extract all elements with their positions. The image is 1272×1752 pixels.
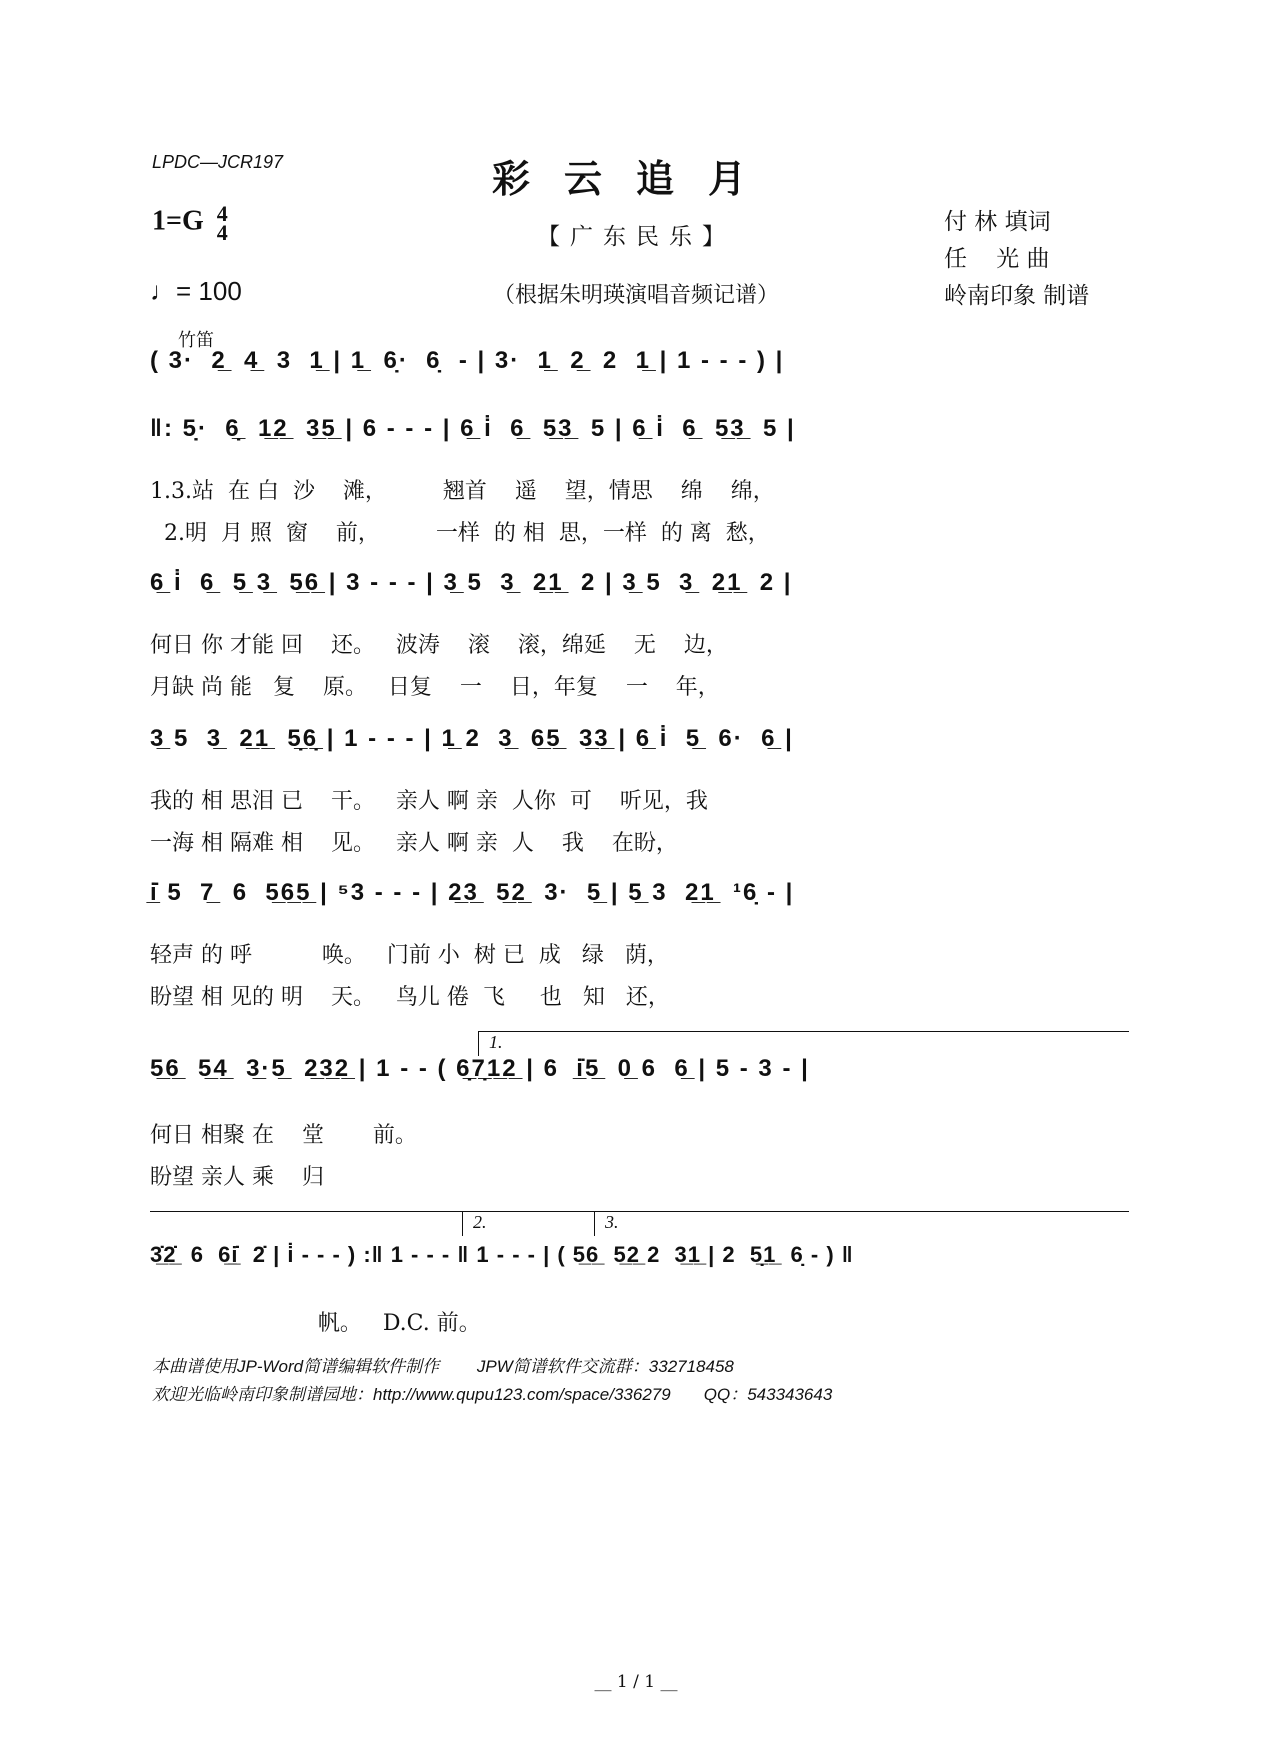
volta-1-bracket: 1. <box>478 1031 1129 1056</box>
lyric-line: 帆。 D.C. 前。 <box>150 1311 481 1336</box>
notation-line: i̲̇ 5 7̲ 6 5̲6̲5̲ | ⁵3 - - - | 2̲3̲ 5̲2̲ 3· 5̲ | 5̲ 3 2̲1̲ ¹6̣ - | <box>150 879 795 906</box>
lyric-line: 一海 相 隔难 相 见。 亲人 啊 亲 人 我 在盼， <box>150 831 678 856</box>
lyricist: 付 林 填词 <box>944 209 1051 235</box>
footer-line-2: 欢迎光临岭南印象制谱园地：http://www.qupu123.com/space/336279 QQ：543343643 <box>152 1385 833 1404</box>
instrument-label: 竹笛 <box>178 330 214 351</box>
score-system-5 <box>150 878 1128 930</box>
source-note: （根据朱明瑛演唱音频记谱） <box>492 283 779 308</box>
volta-2-bracket: 2. <box>462 1211 593 1236</box>
page-title: 彩云追月 <box>491 156 780 201</box>
score-system-1 <box>150 346 1128 398</box>
score-system-4 <box>150 724 1128 776</box>
score-system-3 <box>150 568 1128 620</box>
score-system-2 <box>150 414 1128 466</box>
tempo-marking: ♩= 100 <box>150 276 242 306</box>
genre-label: 【广东民乐】 <box>537 224 735 250</box>
footer-line-1: 本曲谱使用JP-Word简谱编辑软件制作 JPW简谱软件交流群：332718458 <box>152 1357 734 1376</box>
lyric-line: 何日 相聚 在 堂 前。 <box>150 1123 417 1148</box>
notation-line: 6̲ i̇ 6̲ 5̲ 3̲ 5̲6̲ | 3 - - - | 3̲ 5 3̲ 2̲1̲ 2 | 3̲ 5 3̲ 2̲1̲ 2 | <box>150 569 793 596</box>
lyric-line: 轻声 的 呼 唤。 门前 小 树 已 成 绿 荫， <box>150 943 669 968</box>
volta-3-bracket: 3. <box>594 1211 1129 1236</box>
lyric-line: 何日 你 才能 回 还。 波涛 滚 滚，绵延 无 边， <box>150 633 728 658</box>
notation-line: ( 3· 2̲ 4̲ 3 1̲ | 1̲ 6̣· 6̣ - | 3· 1̲ 2̲ 2 1̲ | 1 - - - ) | <box>150 347 785 374</box>
notation-line: ‖: 5̣· 6̣̲ 1̲2̲ 3̲5̲ | 6 - - - | 6̲ i̇ 6̲ 5̲3̲ 5 | 6̲ i̇ 6̲ 5̲3̲ 5 | <box>150 415 796 442</box>
page-number: __ 1 / 1 __ <box>594 1672 678 1692</box>
score-system-6 <box>150 1054 1128 1106</box>
score-system-7 <box>150 1240 1128 1292</box>
transcriber: 岭南印象 制谱 <box>944 283 1090 309</box>
lyric-line: 2.明 月 照 窗 前， 一样 的 相 思，一样 的 离 愁， <box>150 521 770 546</box>
notation-line: 3̲̇2̲̇ 6 6̲i̲̇ 2̇ | i̇ - - - ) :‖ 1 - - - ‖ 1 - - - | ( 5̲6̲ 5̲2̲ 2 3̲1̲ | 2 5̣̲1̲ 6̣ - ) ‖ <box>150 1242 854 1267</box>
time-signature: 4 4 <box>216 201 228 245</box>
lyric-line: 盼望 相 见的 明 天。 鸟儿 倦 飞 也 知 还， <box>150 985 670 1010</box>
lyric-line: 1.3.站 在 白 沙 滩， 翘首 遥 望，情思 绵 绵， <box>150 479 775 504</box>
credits <box>944 204 1089 315</box>
score-code: LPDC—JCR197 <box>152 152 284 172</box>
lyric-line: 盼望 亲人 乘 归 <box>150 1165 324 1190</box>
lyric-line: 我的 相 思泪 已 干。 亲人 啊 亲 人你 可 听见，我 <box>150 789 708 814</box>
composer: 任 光 曲 <box>944 246 1050 272</box>
lyric-line: 月缺 尚 能 复 原。 日复 一 日，年复 一 年， <box>150 675 720 700</box>
key-label: 1=G <box>152 205 204 237</box>
notation-line: 3̲ 5 3̲ 2̲1̲ 5̣̲6̣̲ | 1 - - - | 1̲ 2 3̲ 6̲5̲ 3̲3̲ | 6̲ i̇ 5̲ 6· 6̲ | <box>150 725 794 752</box>
notation-line: 5̲6̲ 5̲4̲ 3̲·5̲ 2̲3̲2̲ | 1 - - ( 6̣̲7̣̲1̲2̲ | 6 i̲̇5̲ 0̲ 6 6̲ | 5 - 3 - | <box>150 1055 810 1082</box>
